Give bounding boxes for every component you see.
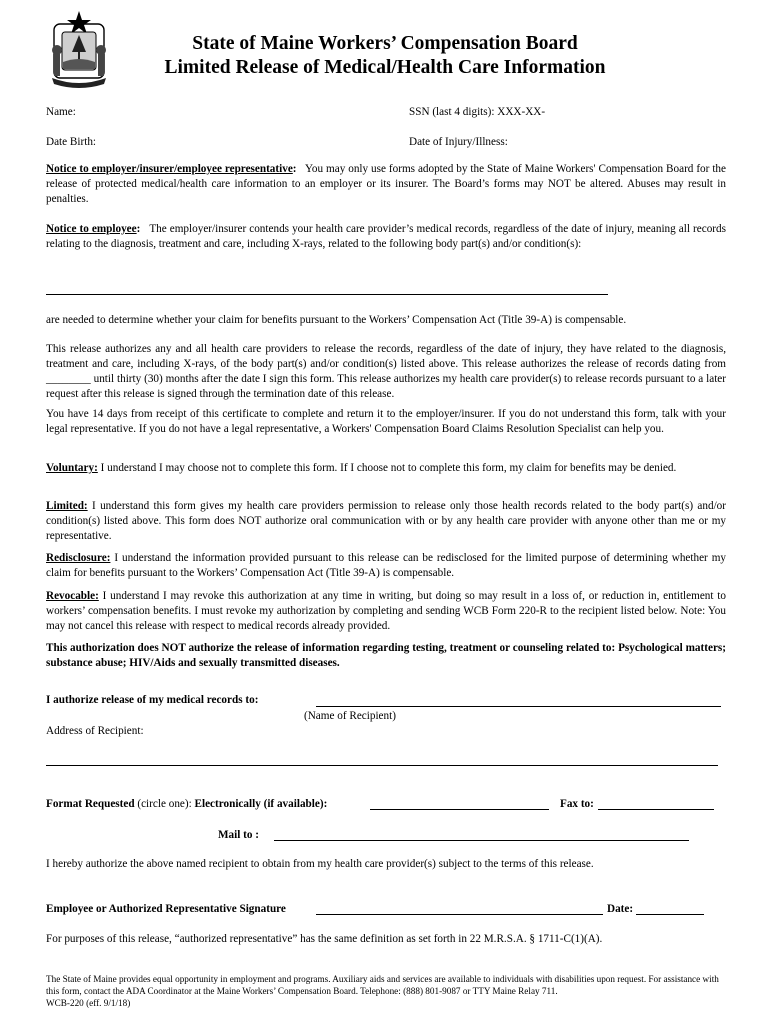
electronic-line[interactable] (370, 809, 549, 810)
signature-label: Employee or Authorized Representative Signature (46, 903, 286, 915)
body-part-line[interactable] (46, 294, 608, 295)
form-subtitle: Limited Release of Medical/Health Care Information (164, 57, 606, 78)
fourteen-days-text: You have 14 days from receipt of this certificate to complete and return it to the employer/insurer. If you do not understand this form, talk with your legal representative. If you do not have a legal representative, a Workers' Compensation Board Claims Resolution Specialist can help you. (46, 408, 726, 435)
hereby-text: I hereby authorize the above named recipient to obtain from my health care provider(s) subject to the terms of this release. (46, 858, 594, 870)
signature-line[interactable] (316, 914, 603, 915)
fax-line[interactable] (598, 809, 714, 810)
electronic-option[interactable]: Electronically (if available) (194, 798, 324, 810)
footer-form-id: WCB-220 (eff. 9/1/18) (46, 998, 131, 1008)
mail-option[interactable]: Mail to : (218, 829, 260, 841)
address-line[interactable] (46, 765, 718, 766)
recipient-caption: (Name of Recipient) (304, 710, 396, 722)
form-title: State of Maine Workers’ Compensation Board (192, 33, 578, 54)
voluntary-text: I understand I may choose not to complete this form. If I choose not to complete this form, my claim for benefits may be denied. (97, 462, 677, 474)
needed-text: are needed to determine whether your claim for benefits pursuant to the Workers’ Compensation Act (Title 39-A) is compensable. (46, 314, 627, 326)
address-label: Address of Recipient: (46, 725, 144, 737)
limited-text: I understand this form gives my health care providers permission to release only those health records related to the body part(s) and/or condition(s) listed above. This form does NOT authorize oral communication with or by any health care provider with anyone other than me or my representative. (46, 500, 726, 542)
limited-heading: Limited: (46, 500, 88, 512)
purposes-text: For purposes of this release, “authorized representative” has the same definition as set forth in 22 M.R.S.A. § 1711-C(1)(A). (46, 933, 603, 945)
mail-line[interactable] (274, 840, 689, 841)
notice-employer-text: You may only use forms adopted by the State of Maine Workers' Compensation Board for the release of protected medical/health care information to an employer or its insurer. The Board’s forms may NOT be altered. Abuses may result in penalties. (46, 163, 726, 205)
notice-employee-heading: Notice to employee (46, 223, 137, 235)
redisclosure-paragraph (46, 551, 726, 581)
format-requested: Format Requested (circle one): Electronically (if available): (46, 798, 328, 810)
redisclosure-text: I understand the information provided pursuant to this release can be redisclosed for the limited purpose of determining whether my claim for benefits pursuant to the Workers’ Compensation Act (Title 39-A) is compensable. (46, 552, 726, 579)
ssn-label: SSN (last 4 digits): XXX-XX- (409, 106, 546, 118)
date-label: Date: (607, 903, 634, 915)
authorizes-text: This release authorizes any and all health care providers to release the records, regardless of the date of injury, they have related to the diagnosis, treatment and care, including X-rays, of the body part(s) and/or condition(s) listed above. This release authorizes the release of records dating from ________ until thirty (30) months after the date I sign this form. This release authorizes my health care provider(s) to release records pursuant to a later request after this release is signed through the termination date of this release. (46, 343, 726, 400)
state-seal-icon (48, 10, 110, 92)
not-authorize-text: This authorization does NOT authorize the release of information regarding testing, treatment or counseling related to: Psychological matters; substance abuse; HIV/Aids and sexually transmitted diseases. (46, 642, 726, 669)
notice-employee: Notice to employee: The employer/insurer contends your health care provider’s medical records, regardless of the date of injury, meaning all records relating to the diagnosis, treatment and care, including X-rays, related to the following body part(s) and/or condition(s): (46, 223, 726, 250)
revocable-text: I understand I may revoke this authorization at any time in writing, but doing so may result in a loss of, or reduction in, entitlement to workers’ compensation benefits. I must revoke my authorization by completing and sending WCB Form 220-R to the recipient listed below. Note: You may not cancel this release with respect to medical records already provided. (46, 590, 726, 632)
name-label: Name: (46, 106, 76, 118)
limited-paragraph (46, 499, 726, 544)
redisclosure-heading: Redisclosure: (46, 552, 111, 564)
notice-employer-heading: Notice to employer/insurer/employee representative (46, 163, 293, 175)
revocable-paragraph (46, 589, 726, 634)
date-of-birth-label: Date Birth: (46, 136, 97, 148)
date-of-injury-label: Date of Injury/Illness: (409, 136, 508, 148)
release-label: I authorize release of my medical records to: (46, 694, 259, 706)
voluntary-paragraph (46, 461, 726, 476)
fax-option[interactable]: Fax to: (560, 798, 594, 810)
notice-employer: Notice to employer/insurer/employee representative: You may only use forms adopted by the State of Maine Workers' Compensation Board for the release of protected medical/health care information to an employer or its insurer. The Board’s forms may NOT be altered. Abuses may result in penalties. (46, 163, 726, 205)
notice-employee-text: The employer/insurer contends your health care provider’s medical records, regardless of the date of injury, meaning all records relating to the diagnosis, treatment and care, including X-rays, related to the following body part(s) and/or condition(s): (46, 223, 726, 250)
date-line[interactable] (636, 914, 704, 915)
voluntary-heading: Voluntary: (46, 462, 98, 474)
footer-equal-opportunity: The State of Maine provides equal opportunity in employment and programs. Auxiliary aids and services are available to individuals with disabilities upon request. For assistance with this form, contact the ADA Coordinator at the Maine Workers’ Compensation Board. Telephone: (888) 801-9087 or TTY Maine Relay 711. (46, 974, 719, 996)
recipient-name-line[interactable] (316, 706, 721, 707)
revocable-heading: Revocable: (46, 590, 99, 602)
